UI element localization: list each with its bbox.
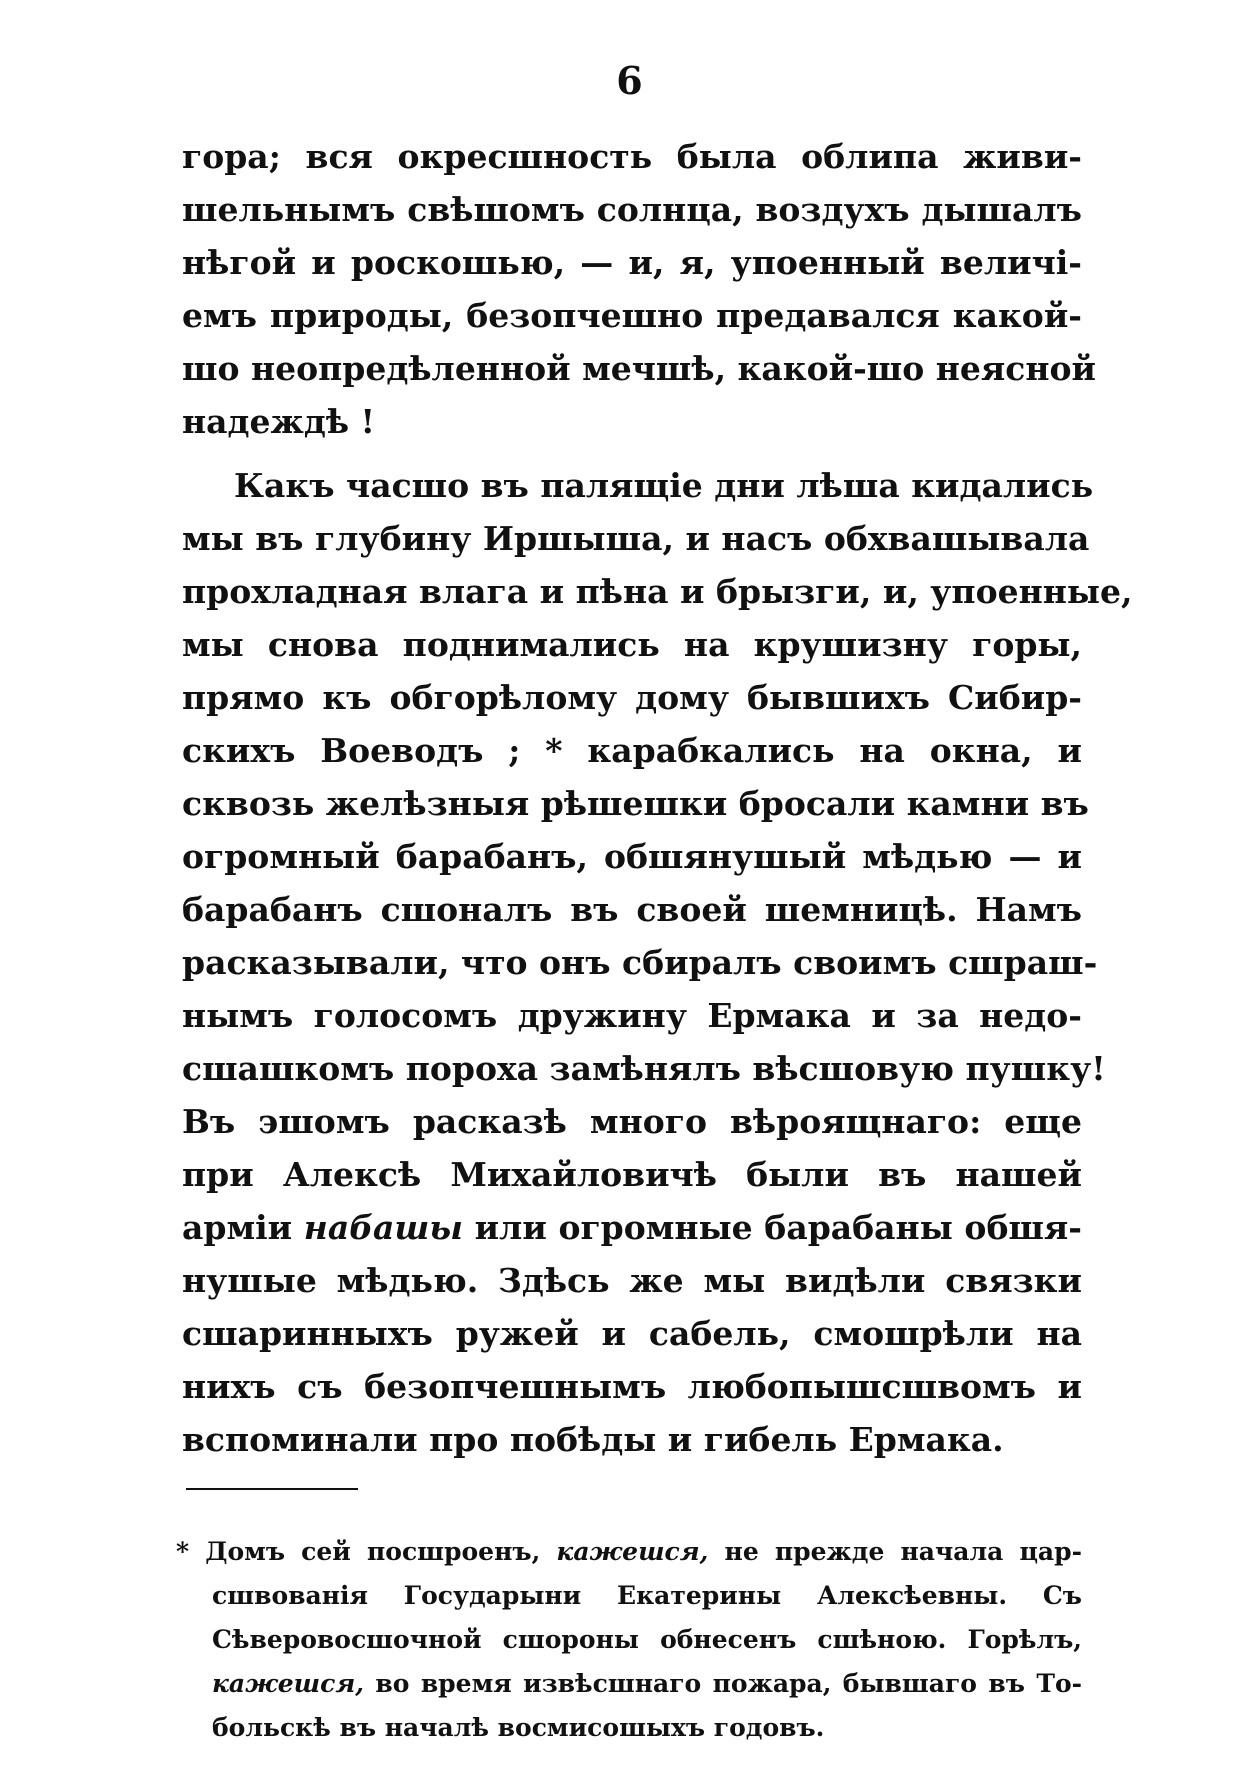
page-number: 6 <box>616 58 643 103</box>
body-line-3: нѣгой и роскошью, — и, я, упоенный величі- <box>182 243 1082 282</box>
body-line-10: мы снова поднимались на крушизну горы, <box>182 625 1082 664</box>
body-line-19: Въ эшомъ расказѣ много вѣроящнаго: еще <box>182 1102 1082 1141</box>
body-line-9: прохладная влага и пѣна и брызги, и, упоенные, <box>182 572 1133 611</box>
footnote-divider <box>186 1488 358 1490</box>
body-line-5: шо неопредѣленной мечшѣ, какой-шо неясной <box>182 349 1097 388</box>
footnote-line-2: сшвованія Государыни Екатерины Алексѣевны. Съ <box>212 1581 1082 1610</box>
body-line-13: сквозь желѣзныя рѣшешки бросали камни въ <box>182 784 1089 823</box>
body-line-6: надеждѣ ! <box>182 402 376 441</box>
body-line-8: мы въ глубину Иршыша, и насъ обхвашывала <box>182 519 1090 558</box>
body-line-21-b: или огромные барабаны обшя- <box>462 1208 1082 1247</box>
body-line-11: прямо къ обгорѣлому дому бывшихъ Сибир- <box>182 678 1082 717</box>
footnote-text-1b: не прежде начала цар- <box>708 1537 1082 1566</box>
body-line-14: огромный барабанъ, обшянушый мѣдью — и <box>182 837 1082 876</box>
body-line-15: барабанъ сшоналъ въ своей шемницѣ. Намъ <box>182 890 1082 929</box>
body-line-12: скихъ Воеводъ ; * карабкались на окна, и <box>182 731 1082 770</box>
footnote-line-1 <box>176 1532 1082 1572</box>
footnote-italic-4: кажешся, <box>212 1669 364 1698</box>
footnote-line-4 <box>212 1664 1082 1704</box>
body-line-7: Какъ часшо въ палящіе дни лѣша кидались <box>234 466 1094 505</box>
body-line-23: сшаринныхъ ружей и сабель, смошрѣли на <box>182 1314 1082 1353</box>
body-line-1: гора; вся окресшность была облипа живи- <box>182 137 1082 176</box>
body-line-21-a: арміи <box>182 1208 304 1247</box>
body-line-22: нушые мѣдью. Здѣсь же мы видѣли связки <box>182 1261 1082 1300</box>
footnote-italic-1: кажешся, <box>556 1537 709 1566</box>
body-line-16: расказывали, что онъ сбиралъ своимъ сшраш- <box>182 943 1098 982</box>
body-line-18: сшашкомъ пороха замѣнялъ вѣсшовую пушку! <box>182 1049 1106 1088</box>
footnote-text-1a: Домъ сей посшроенъ, <box>205 1537 557 1566</box>
body-line-21-italic: набашы <box>303 1208 463 1247</box>
footnote-marker: * <box>176 1537 190 1566</box>
footnote-text-4b: во время извѣсшнаго пожара, бывшаго въ То- <box>363 1669 1082 1698</box>
body-line-21 <box>182 1201 1082 1254</box>
body-line-20: при Алексѣ Михайловичѣ были въ нашей <box>182 1155 1082 1194</box>
body-line-4: емъ природы, безопчешно предавался какой- <box>182 296 1082 335</box>
body-line-17: нымъ голосомъ дружину Ермака и за недо- <box>182 996 1082 1035</box>
body-line-2: шельнымъ свѣшомъ солнца, воздухъ дышалъ <box>182 190 1082 229</box>
footnote-line-3: Сѣверовосшочной сшороны обнесенъ сшѣною. Горѣлъ, <box>212 1625 1082 1654</box>
body-line-24: нихъ съ безопчешнымъ любопышсшвомъ и <box>182 1367 1082 1406</box>
body-line-25: вспоминали про побѣды и гибель Ермака. <box>182 1420 1004 1459</box>
footnote-line-5: больскѣ въ началѣ восмисошыхъ годовъ. <box>212 1713 825 1742</box>
